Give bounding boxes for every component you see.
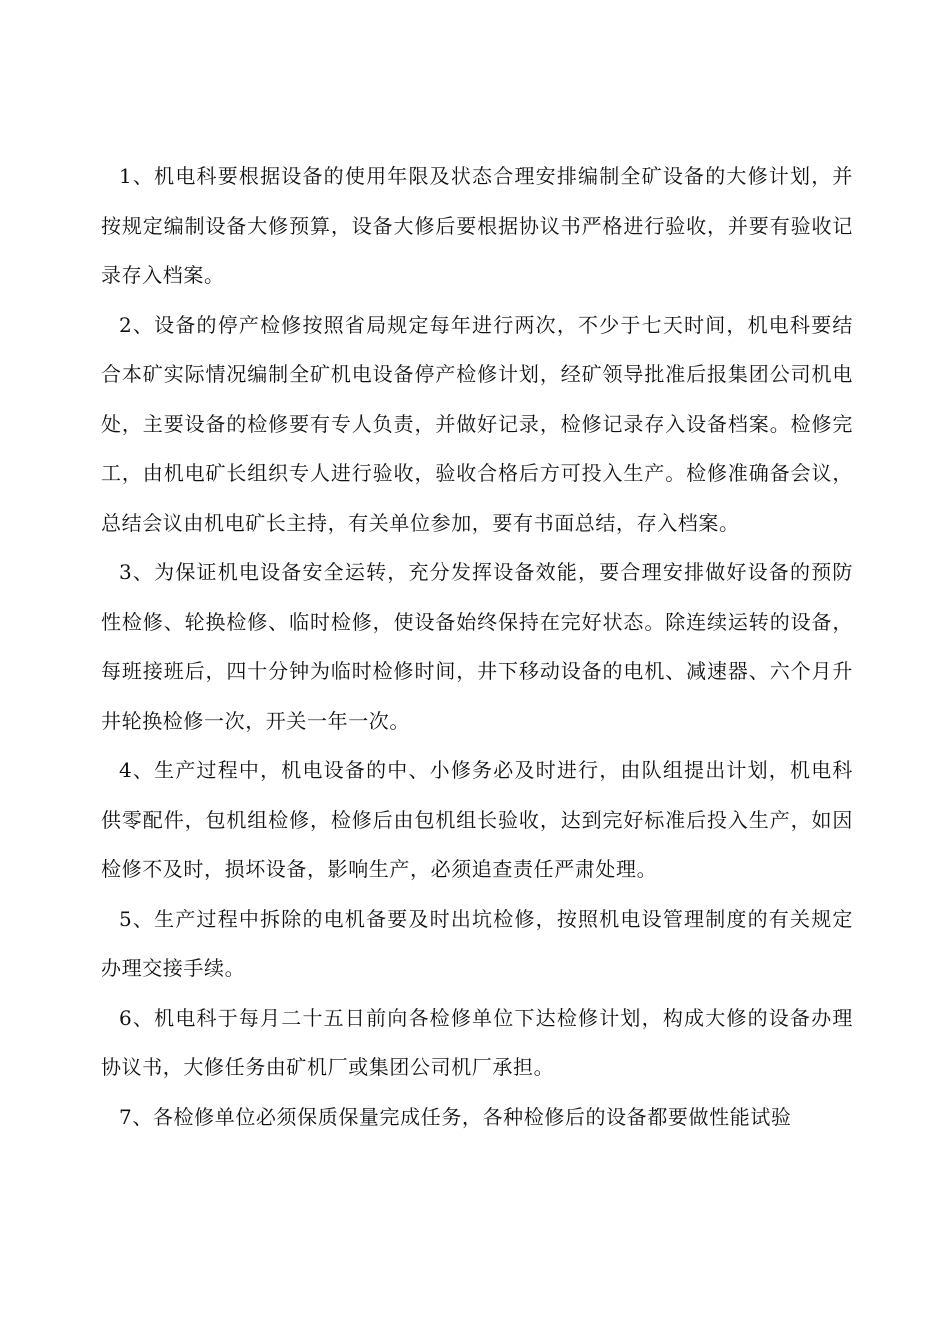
document-body [101, 152, 853, 1142]
paragraph-3: 3、为保证机电设备安全运转，充分发挥设备效能，要合理安排做好设备的预防性检修、轮换检修、临时检修，使设备始终保持在完好状态。除连续运转的设备，每班接班后，四十分钟为临时检修时间，井下移动设备的电机、减速器、六个月升井轮换检修一次，开关一年一次。 [101, 560, 853, 733]
paragraph-6: 6、机电科于每月二十五日前向各检修单位下达检修计划，构成大修的设备办理协议书，大修任务由矿机厂或集团公司机厂承担。 [101, 1005, 853, 1079]
paragraph-4: 4、生产过程中，机电设备的中、小修务必及时进行，由队组提出计划，机电科供零配件，包机组检修，检修后由包机组长验收，达到完好标准后投入生产，如因检修不及时，损坏设备，影响生产，必须追查责任严肃处理。 [101, 758, 853, 881]
paragraph-7: 7、各检修单位必须保质保量完成任务，各种检修后的设备都要做性能试验 [119, 1104, 792, 1129]
paragraph-2: 2、设备的停产检修按照省局规定每年进行两次，不少于七天时间，机电科要结合本矿实际情况编制全矿机电设备停产检修计划，经矿领导批准后报集团公司机电处，主要设备的检修要有专人负责，并做好记录，检修记录存入设备档案。检修完工，由机电矿长组织专人进行验收，验收合格后方可投入生产。检修准确备会议，总结会议由机电矿长主持，有关单位参加，要有书面总结，存入档案。 [101, 312, 853, 535]
paragraph-5: 5、生产过程中拆除的电机备要及时出坑检修，按照机电设管理制度的有关规定办理交接手续。 [101, 906, 853, 980]
paragraph-1: 1、机电科要根据设备的使用年限及状态合理安排编制全矿设备的大修计划，并按规定编制设备大修预算，设备大修后要根据协议书严格进行验收，并要有验收记录存入档案。 [101, 164, 853, 287]
